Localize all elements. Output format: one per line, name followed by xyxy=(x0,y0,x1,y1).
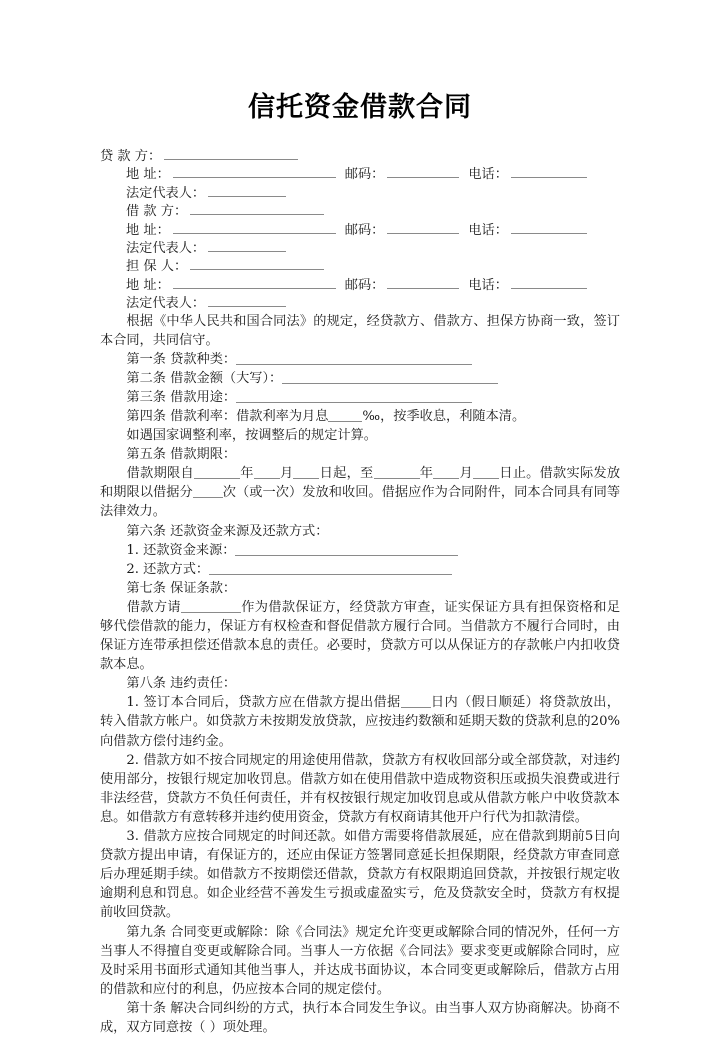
guarantor-party-input[interactable] xyxy=(190,256,324,270)
borrower-legal-rep-input[interactable] xyxy=(208,238,286,252)
parties-form-block xyxy=(100,146,620,312)
guarantor-legal-rep-row xyxy=(100,293,620,311)
article-5-text-5: 年 xyxy=(419,466,434,482)
guarantor-address-label: 地 址： xyxy=(126,277,170,293)
guarantor-legal-rep-label: 法定代表人： xyxy=(126,296,206,312)
preamble-paragraph: 根据《中华人民共和国合同法》的规定，经贷款方、借款方、担保方协商一致，签订本合同，共同信守。 xyxy=(100,313,620,348)
borrower-tel-label: 电话： xyxy=(468,222,508,238)
article-5-start-day-input[interactable] xyxy=(293,465,319,479)
guarantor-tel-label: 电话： xyxy=(468,277,508,293)
article-6-item-1-label: 1. 还款资金来源： xyxy=(126,542,236,558)
article-8-item-1-days-input[interactable] xyxy=(401,694,431,708)
borrower-address-label: 地 址： xyxy=(126,222,170,238)
article-7-guarantor-input[interactable] xyxy=(181,599,241,613)
article-7-text-2: 作为借款保证方，经贷款方审查，证实保证方具有担保资格和足够代偿借款的能力，保证方有权检查和督促借款方履行合同。当借款方不履行合同时，由保证方连带承担偿还借款本息的责任。必要时，贷款方可以从保证方的存款帐户内扣收贷款本息。 xyxy=(100,599,621,673)
guarantor-party-label: 担 保 人： xyxy=(126,259,188,275)
guarantor-address-row xyxy=(100,275,620,293)
article-2-row xyxy=(100,369,620,388)
article-5-text-1: 借款期限自 xyxy=(126,466,194,482)
borrower-zip-label: 邮码： xyxy=(344,222,385,238)
article-1-row xyxy=(100,350,620,369)
borrower-address-row xyxy=(100,220,620,238)
article-5-start-year-input[interactable] xyxy=(194,465,240,479)
article-5-text-3: 月 xyxy=(279,466,294,482)
article-3-row xyxy=(100,388,620,407)
borrower-party-input[interactable] xyxy=(190,201,324,215)
borrower-legal-rep-label: 法定代表人： xyxy=(126,240,206,256)
guarantor-party-row xyxy=(100,256,620,274)
lender-zip-input[interactable] xyxy=(387,164,459,178)
article-5-term-paragraph xyxy=(100,464,620,521)
article-6-item-2-row xyxy=(100,560,620,579)
lender-party-row xyxy=(100,146,620,164)
article-5-text-7: 日止。借款实际 xyxy=(498,466,594,482)
article-5-text-6: 月 xyxy=(459,466,473,482)
lender-legal-rep-input[interactable] xyxy=(208,183,286,197)
article-6-label: 第六条 还款资金来源及还款方式： xyxy=(126,523,329,539)
lender-tel-input[interactable] xyxy=(511,164,587,178)
article-3-label: 第三条 借款用途： xyxy=(126,389,237,405)
article-8-item-2-paragraph: 2. 借款方如不按合同规定的用途使用借款，贷款方有权收回部分或全部贷款，对违约使用部分，按银行规定加收罚息。借款方如在使用借款中造成物资积压或损失浪费或进行非法经营，贷款方不负任何责任，并有权按银行规定加收罚息或从借款方帐户中收贷款本息。如借款方有意转移并违约使用资金，贷款方有权商请其他开户行代为扣款清偿。 xyxy=(100,752,620,825)
article-4-label: 第四条 借款利率：借款利率为月息 xyxy=(126,408,329,424)
lender-party-input[interactable] xyxy=(164,146,298,160)
article-4-row xyxy=(100,407,620,426)
article-8-item-3-paragraph: 3. 借款方应按合同规定的时间还款。如借方需要将借款展延，应在借款到期前5日向贷款方提出申请，有保证方的，还应由保证方签署同意延长担保期限，经贷款方审查同意后办理延期手续。如借款方不按期偿还借款，贷款方有权限期追回贷款，并按银行规定收逾期利息和罚息。如企业经营不善发生亏损或虚盈实亏，危及贷款安全时，贷款方有权提前收回贷款。 xyxy=(100,829,620,921)
article-5-times-input[interactable] xyxy=(193,484,223,498)
guarantor-address-input[interactable] xyxy=(173,275,336,289)
lender-party-label: 贷 款 方： xyxy=(100,149,162,164)
article-6-item-1-input[interactable] xyxy=(235,542,458,556)
borrower-zip-input[interactable] xyxy=(387,220,459,234)
article-7-text-1: 借款方请 xyxy=(126,599,181,615)
article-8-item-1-text-2: 日内（假日顺延）将贷款放出，转入借款方帐户。如贷款方未按期发放贷款，应按违约数额和延期天数的贷款利息的20%向借款方偿付违约金。 xyxy=(100,695,620,749)
article-2-input[interactable] xyxy=(282,370,498,384)
article-5-end-year-input[interactable] xyxy=(374,465,420,479)
article-4-note: 如遇国家调整利率，按调整后的规定计算。 xyxy=(126,428,377,444)
borrower-tel-input[interactable] xyxy=(511,220,587,234)
article-5-start-month-input[interactable] xyxy=(254,465,280,479)
article-5-text-4: 日起，至 xyxy=(319,466,374,482)
article-10-paragraph: 第十条 解决合同纠纷的方式，执行本合同发生争议。由当事人双方协商解决。协商不成，双方同意按（ ）项处理。 xyxy=(100,1000,620,1035)
article-6-item-2-input[interactable] xyxy=(209,561,452,575)
contract-body xyxy=(100,312,620,1037)
article-5-end-month-input[interactable] xyxy=(433,465,459,479)
article-2-label: 第二条 借款金额（大写）： xyxy=(126,370,283,386)
article-4-tail: ‰，按季收息，利随本清。 xyxy=(362,408,526,424)
borrower-legal-rep-row xyxy=(100,238,620,256)
lender-tel-label: 电话： xyxy=(468,167,508,183)
lender-legal-rep-label: 法定代表人： xyxy=(126,185,206,201)
article-1-label: 第一条 贷款种类： xyxy=(126,351,237,367)
article-6-item-2-label: 2. 还款方式： xyxy=(126,561,210,577)
article-5-text-2: 年 xyxy=(239,466,254,482)
borrower-party-label: 借 款 方： xyxy=(126,204,188,220)
article-8-item-1-paragraph xyxy=(100,693,620,750)
article-1-input[interactable] xyxy=(236,351,472,365)
lender-zip-label: 邮码： xyxy=(344,167,385,183)
article-5-cont-1: 发放和期限以借据分 xyxy=(100,466,621,501)
article-4-rate-input[interactable] xyxy=(328,408,362,422)
guarantor-tel-input[interactable] xyxy=(511,275,587,289)
article-5-cont-3: 同等法律效力。 xyxy=(100,485,621,520)
article-7-label: 第七条 保证条款： xyxy=(126,580,237,596)
document-content xyxy=(100,0,620,1037)
article-3-input[interactable] xyxy=(236,389,472,403)
guarantor-zip-input[interactable] xyxy=(387,275,459,289)
article-8-item-1-text-1: 1. 签订本合同后，贷款方应在借款方提出借据 xyxy=(126,695,401,711)
guarantor-zip-label: 邮码： xyxy=(344,277,385,293)
borrower-address-input[interactable] xyxy=(173,220,336,234)
lender-address-label: 地 址： xyxy=(126,167,170,183)
guarantor-legal-rep-input[interactable] xyxy=(208,293,286,307)
article-5-end-day-input[interactable] xyxy=(473,465,499,479)
article-6-item-1-row xyxy=(100,541,620,560)
lender-address-input[interactable] xyxy=(173,164,336,178)
article-8-label: 第八条 违约责任： xyxy=(126,676,237,692)
article-9-paragraph: 第九条 合同变更或解除：除《合同法》规定允许变更或解除合同的情况外，任何一方当事人不得擅自变更或解除合同。当事人一方依据《合同法》要求变更或解除合同时，应及时采用书面形式通知其他当事人，并达成书面协议，本合同变更或解除后，借款方占用的借款和应付的利息，仍应按本合同的规定偿付。 xyxy=(100,924,620,997)
lender-address-row xyxy=(100,164,620,182)
borrower-party-row xyxy=(100,201,620,219)
article-5-label: 第五条 借款期限： xyxy=(126,447,237,463)
page-title: 信托资金借款合同 xyxy=(248,92,472,123)
article-5-cont-2: 次（或一次）发放和收回。借据应作为合同附件，同本合同具有 xyxy=(222,485,594,501)
lender-legal-rep-row xyxy=(100,183,620,201)
article-7-paragraph xyxy=(100,598,620,674)
